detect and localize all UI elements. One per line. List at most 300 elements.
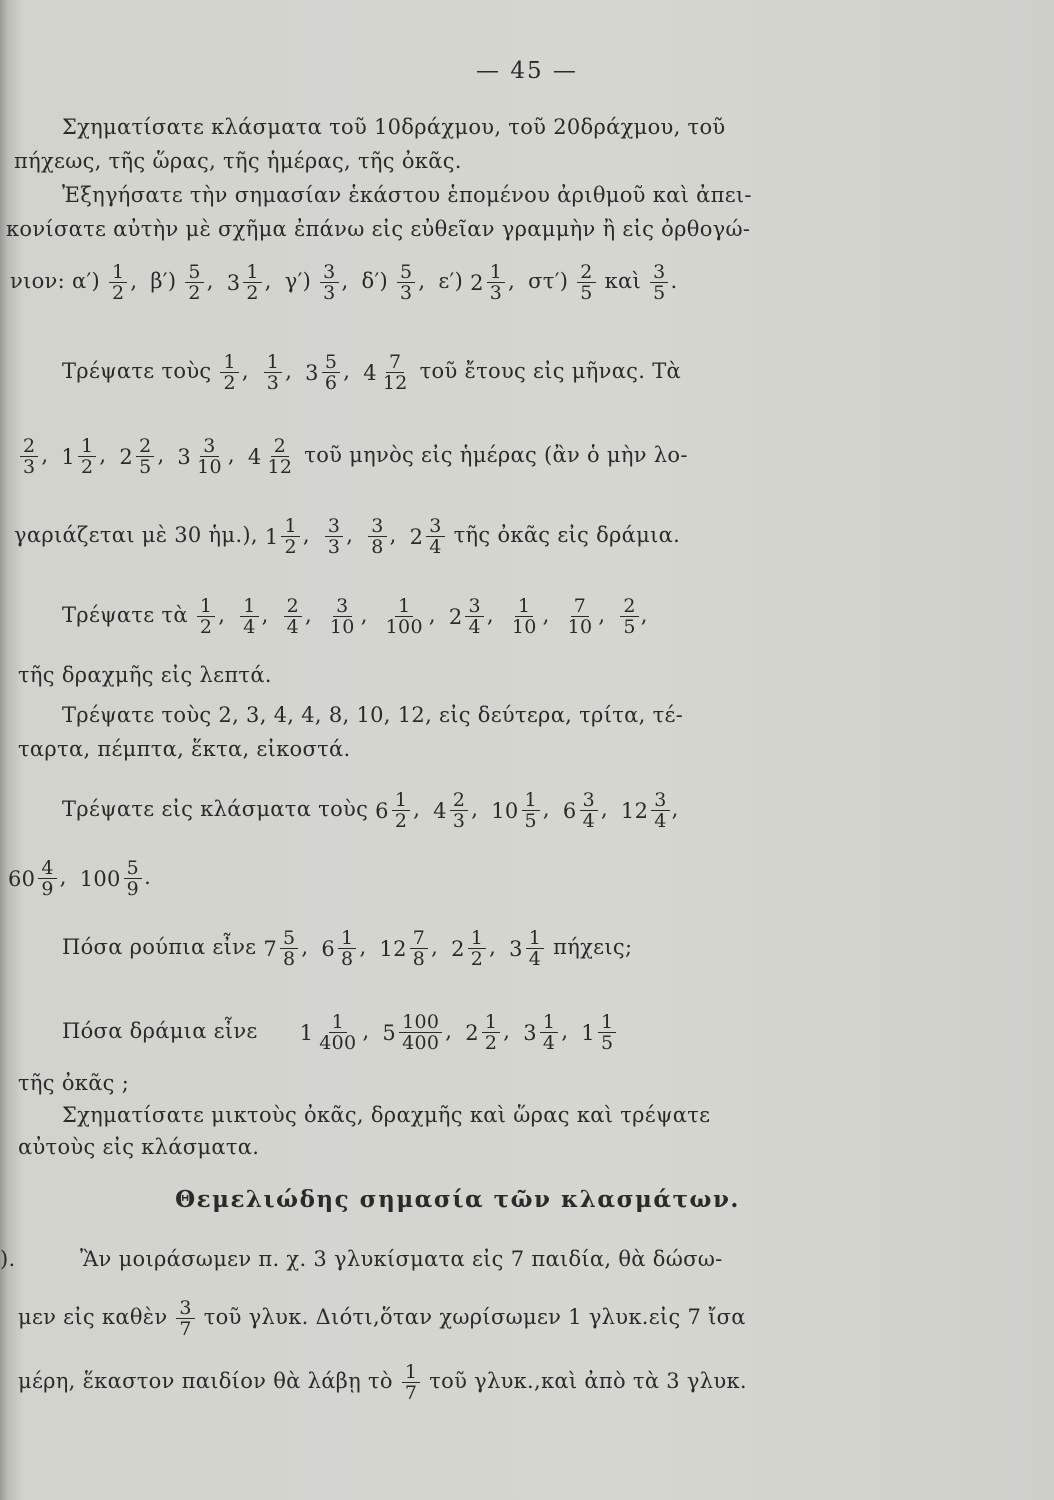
punctuation: ,: [503, 1019, 511, 1043]
section-title: Θεμελιώδης σημασία τῶν κλασμάτων.: [175, 1186, 740, 1213]
fraction-stack: [522, 790, 540, 831]
whole-part: 60: [8, 866, 36, 891]
numerator: 3: [426, 516, 444, 537]
fraction-line: [62, 1012, 618, 1053]
fraction-stack: [482, 1012, 500, 1053]
whole-part: 4: [363, 360, 377, 385]
text-line: Ἐξηγήσατε τὴν σημασίαν ἑκάστου ἑπομένου ἀριθμοῦ καὶ ἀπει-: [62, 183, 752, 207]
denominator: 3: [323, 282, 336, 304]
denominator: 5: [139, 456, 152, 478]
fraction: [195, 596, 217, 637]
fraction-line: [8, 858, 151, 899]
numerator: 7: [386, 352, 404, 373]
mixed-number: [248, 436, 297, 477]
mixed-number: [379, 928, 430, 969]
punctuation: ,: [130, 269, 138, 293]
whole-part: 2: [409, 524, 424, 549]
fraction-stack: [368, 516, 386, 557]
punctuation: ,: [418, 269, 426, 293]
denominator: 8: [283, 948, 296, 970]
denominator: 9: [126, 878, 140, 900]
denominator: 9: [41, 878, 54, 900]
numerator: 1: [338, 928, 356, 949]
fraction-stack: [410, 928, 428, 969]
punctuation: ,: [413, 797, 421, 821]
numerator: 1: [264, 352, 282, 373]
text-fragment: πήχεις;: [553, 935, 633, 959]
numerator: 1: [220, 352, 238, 373]
fraction-stack: [620, 596, 638, 637]
fraction-stack: [399, 1012, 442, 1053]
fraction-stack: [338, 928, 356, 969]
whole-part: 12: [379, 936, 407, 961]
fraction-stack: [468, 928, 486, 969]
item-label: α′): [71, 269, 101, 293]
fraction: [395, 262, 417, 303]
item-label: στ′): [528, 269, 569, 293]
punctuation: ,: [542, 797, 550, 821]
fraction-stack: [240, 596, 258, 637]
punctuation: ,: [542, 603, 550, 627]
text-fragment: τῆς ὀκᾶς εἰς δράμια.: [453, 523, 681, 547]
punctuation: ,: [428, 603, 436, 627]
denominator: 6: [324, 372, 338, 394]
fraction-stack: [526, 928, 544, 969]
numerator: 1: [109, 262, 127, 283]
text-line: Τρέψατε τοὺς 2, 3, 4, 4, 8, 10, 12, εἰς δεύτερα, τρίτα, τέ-: [62, 703, 684, 727]
denominator: 4: [468, 616, 481, 638]
fraction-stack: [316, 1012, 359, 1053]
punctuation: ,: [343, 359, 351, 383]
whole-part: 3: [509, 936, 523, 961]
fraction-stack: [194, 436, 225, 477]
text-line: Σχηματίσατε μικτοὺς ὀκᾶς, δραχμῆς καὶ ὥρας καὶ τρέψατε: [62, 1103, 711, 1127]
mixed-number: [581, 1012, 618, 1053]
denominator: 4: [542, 1032, 556, 1054]
fraction: [238, 596, 260, 637]
whole-part: 3: [305, 360, 319, 385]
mixed-number: [621, 790, 672, 831]
mixed-number: [470, 262, 507, 303]
punctuation: ,: [359, 935, 367, 959]
fraction: [648, 262, 670, 303]
fraction-stack: [651, 790, 669, 831]
punctuation: ,: [445, 1019, 453, 1043]
fraction-stack: [402, 1362, 420, 1403]
whole-part: 1: [264, 524, 279, 549]
fraction-stack: [380, 352, 411, 393]
mixed-number: [563, 790, 600, 831]
mixed-number: [177, 436, 226, 477]
denominator: 400: [402, 1032, 440, 1054]
denominator: 5: [623, 616, 636, 638]
whole-part: 2: [470, 270, 484, 295]
item-label: ε′): [438, 269, 464, 293]
text-line: Σχηματίσατε κλάσματα τοῦ 10δράχμου, τοῦ 20δράχμου, τοῦ: [62, 115, 726, 139]
fraction-stack: [220, 352, 238, 393]
punctuation: ,: [99, 443, 107, 467]
denominator: 4: [429, 536, 442, 558]
numerator: 1: [395, 596, 413, 617]
page-number: — 45 —: [476, 58, 578, 84]
denominator: 5: [653, 282, 666, 304]
whole-part: 2: [465, 1020, 479, 1045]
denominator: 3: [400, 282, 413, 304]
punctuation: ,: [671, 797, 679, 821]
whole-part: 4: [247, 444, 262, 469]
denominator: 10: [567, 616, 593, 638]
whole-part: 7: [263, 936, 278, 961]
numerator: 3: [650, 262, 668, 283]
whole-part: 5: [382, 1020, 397, 1045]
fraction-stack: [397, 262, 415, 303]
numerator: 1: [526, 928, 544, 949]
punctuation: ,: [346, 523, 354, 547]
fraction: [618, 596, 640, 637]
text-line: τῆς δραχμῆς εἰς λεπτά.: [18, 663, 272, 687]
fraction-stack: [577, 262, 595, 303]
numerator: 1: [402, 1362, 420, 1383]
numerator: 1: [392, 790, 410, 811]
punctuation: ,: [486, 603, 494, 627]
numerator: 3: [651, 790, 669, 811]
text-line: Ἂν μοιράσωμεν π. χ. 3 γλυκίσματα εἰς 7 παιδία, θὰ δώσω-: [80, 1247, 723, 1271]
fraction: [18, 436, 40, 477]
text-fragment: τοῦ ἔτους εἰς μῆνας. Τὰ: [419, 359, 681, 383]
punctuation: ,: [261, 603, 269, 627]
punctuation: ,: [489, 935, 497, 959]
fraction-stack: [320, 262, 338, 303]
punctuation: .: [144, 865, 152, 889]
denominator: 2: [394, 810, 408, 832]
mixed-number: [263, 928, 300, 969]
denominator: 7: [404, 1382, 418, 1404]
numerator: 7: [571, 596, 589, 617]
mixed-number: [305, 352, 342, 393]
mixed-number: [509, 928, 546, 969]
punctuation: ,: [360, 603, 368, 627]
numerator: 1: [487, 262, 505, 283]
text-fragment: Πόσα ρούπια εἶνε: [62, 935, 257, 959]
whole-part: 2: [119, 444, 134, 469]
mixed-number: [300, 1012, 362, 1053]
numerator: 5: [322, 352, 340, 373]
fraction-stack: [598, 1012, 616, 1053]
denominator: 4: [243, 616, 256, 638]
mixed-number: [61, 436, 98, 477]
fraction-stack: [185, 262, 203, 303]
denominator: 400: [319, 1032, 357, 1054]
whole-part: 3: [523, 1020, 537, 1045]
fraction-stack: [265, 436, 296, 477]
fraction-stack: [509, 596, 540, 637]
denominator: 100: [385, 616, 423, 638]
fraction: [381, 596, 428, 637]
fraction: [282, 596, 304, 637]
numerator: 1: [515, 596, 533, 617]
item-label: δ′): [361, 269, 389, 293]
punctuation: ,: [59, 865, 67, 889]
denominator: 2: [188, 282, 201, 304]
fraction-stack: [392, 790, 410, 831]
denominator: 3: [266, 372, 280, 394]
fraction-stack: [580, 790, 598, 831]
punctuation: ,: [206, 269, 214, 293]
fraction-stack: [197, 596, 215, 637]
denominator: 5: [580, 282, 593, 304]
punctuation: ,: [508, 269, 516, 293]
denominator: 2: [246, 282, 259, 304]
denominator: 3: [489, 282, 503, 304]
fraction-stack: [176, 1298, 194, 1339]
mixed-number: [321, 928, 358, 969]
fraction-stack: [465, 596, 483, 637]
mixed-number: [119, 436, 156, 477]
punctuation: ,: [341, 269, 349, 293]
fraction-line: [18, 436, 688, 477]
fraction-stack: [20, 436, 38, 477]
punctuation: ,: [362, 1019, 370, 1043]
numerator: 1: [482, 1012, 500, 1033]
punctuation: ,: [301, 935, 309, 959]
whole-part: 2: [451, 936, 465, 961]
denominator: 3: [327, 536, 341, 558]
punctuation: ,: [157, 443, 165, 467]
denominator: 4: [582, 810, 595, 832]
mixed-number: [227, 262, 264, 303]
denominator: 2: [81, 456, 94, 478]
fraction: [318, 262, 340, 303]
numerator: 5: [185, 262, 203, 283]
fraction: [218, 352, 240, 393]
whole-part: 10: [491, 798, 519, 823]
whole-part: 6: [562, 798, 577, 823]
denominator: 12: [382, 372, 408, 394]
mixed-number: [363, 352, 412, 393]
fraction-stack: [322, 352, 340, 393]
numerator: 3: [320, 262, 338, 283]
mixed-number: [80, 858, 144, 899]
fraction-stack: [284, 596, 302, 637]
numerator: 1: [240, 596, 258, 617]
punctuation: ,: [41, 443, 49, 467]
numerator: 3: [333, 596, 351, 617]
text-line: ταρτα, πέμπτα, ἕκτα, εἰκοστά.: [18, 737, 351, 761]
text-fragment: γαριάζεται μὲ 30 ἡμ.),: [14, 523, 258, 547]
numerator: 5: [397, 262, 415, 283]
denominator: 5: [600, 1032, 614, 1054]
denominator: 3: [23, 456, 36, 478]
numerator: 1: [540, 1012, 558, 1033]
fraction-stack: [327, 596, 358, 637]
denominator: 10: [329, 616, 355, 638]
fraction-line: [10, 262, 677, 303]
mixed-number: [491, 790, 542, 831]
mixed-number: [523, 1012, 560, 1053]
whole-part: 1: [61, 444, 76, 469]
fraction-line: [62, 352, 681, 393]
mixed-number: [410, 516, 447, 557]
punctuation: ,: [598, 603, 606, 627]
mixed-number: [449, 596, 486, 637]
denominator: 12: [267, 456, 293, 478]
whole-part: 1: [299, 1020, 314, 1045]
numerator: 100: [399, 1012, 442, 1033]
numerator: 1: [468, 928, 486, 949]
numerator: 2: [20, 436, 38, 457]
punctuation: ,: [431, 935, 439, 959]
numerator: 2: [136, 436, 154, 457]
mixed-number: [382, 1012, 444, 1053]
text-line: τῆς ὀκᾶς ;: [18, 1071, 130, 1095]
fraction: [323, 516, 345, 557]
fraction-stack: [243, 262, 261, 303]
punctuation: ,: [304, 603, 312, 627]
fraction: [400, 1362, 422, 1403]
whole-part: 1: [581, 1020, 595, 1045]
numerator: 3: [200, 436, 218, 457]
numerator: 5: [280, 928, 298, 949]
denominator: 2: [223, 372, 236, 394]
whole-part: 2: [448, 604, 463, 629]
punctuation: ,: [241, 359, 249, 383]
fraction-stack: [124, 858, 142, 899]
denominator: 5: [524, 810, 537, 832]
mixed-number: [375, 790, 412, 831]
whole-part: 3: [226, 270, 241, 295]
numerator: 1: [281, 516, 299, 537]
fraction-stack: [487, 262, 505, 303]
denominator: 7: [179, 1318, 192, 1340]
denominator: 8: [371, 536, 384, 558]
punctuation: ,: [227, 443, 235, 467]
item-label: γ′): [284, 269, 312, 293]
denominator: 4: [286, 616, 299, 638]
text-fragment: Τρέψατε τοὺς: [62, 359, 212, 383]
numerator: 7: [410, 928, 428, 949]
denominator: 2: [284, 536, 297, 558]
fraction-stack: [280, 928, 298, 969]
fraction: [183, 262, 205, 303]
numerator: 1: [329, 1012, 347, 1033]
numerator: 1: [197, 596, 215, 617]
fraction-stack: [264, 352, 282, 393]
text-fragment: καὶ: [604, 269, 642, 293]
fraction-stack: [650, 262, 668, 303]
fraction-stack: [383, 596, 426, 637]
mixed-number: [451, 928, 488, 969]
denominator: 2: [199, 616, 213, 638]
denominator: 3: [452, 810, 466, 832]
denominator: 10: [197, 456, 222, 478]
numerator: 1: [78, 436, 96, 457]
fraction-stack: [136, 436, 154, 477]
fraction-stack: [426, 516, 444, 557]
numerator: 4: [38, 858, 56, 879]
fraction: [575, 262, 597, 303]
whole-part: 6: [375, 798, 389, 823]
text-line: κονίσατε αὐτὴν μὲ σχῆμα ἐπάνω εἰς εὐθεῖαν γραμμὴν ἢ εἰς ὀρθογώ-: [6, 217, 751, 241]
fraction-stack: [325, 516, 343, 557]
denominator: 2: [484, 1032, 498, 1054]
denominator: 8: [412, 948, 426, 970]
punctuation: ,: [218, 603, 226, 627]
numerator: 3: [325, 516, 343, 537]
fraction: [262, 352, 284, 393]
fraction: [366, 516, 388, 557]
mixed-number: [465, 1012, 502, 1053]
punctuation: ,: [600, 797, 608, 821]
fraction-line: [62, 928, 632, 969]
denominator: 2: [470, 948, 484, 970]
denominator: 4: [654, 810, 667, 832]
numerator: 1: [598, 1012, 616, 1033]
text-fragment: τοῦ γλυκ.,καὶ ἀπὸ τὰ 3 γλυκ.: [429, 1369, 747, 1393]
fraction: [563, 596, 598, 637]
fraction-stack: [565, 596, 596, 637]
denominator: 10: [511, 616, 537, 638]
fraction-stack: [38, 858, 56, 899]
punctuation: ,: [640, 603, 648, 627]
denominator: 8: [341, 948, 354, 970]
numerator: 3: [465, 596, 483, 617]
fraction-stack: [109, 262, 127, 303]
item-label: β′): [150, 269, 177, 293]
fraction-line: [18, 1362, 747, 1403]
fraction-stack: [78, 436, 96, 477]
numerator: 2: [577, 262, 595, 283]
fraction-line: [14, 516, 680, 557]
punctuation: ,: [285, 359, 293, 383]
numerator: 2: [450, 790, 468, 811]
numerator: 5: [124, 858, 142, 879]
fraction: [174, 1298, 196, 1339]
numerator: 2: [271, 436, 289, 457]
text-line: αὐτοὺς εἰς κλάσματα.: [18, 1135, 260, 1159]
numerator: 1: [243, 262, 261, 283]
fraction: [325, 596, 360, 637]
fraction-line: [62, 596, 648, 637]
whole-part: 100: [79, 866, 121, 891]
text-line: πήχεως, τῆς ὥρας, τῆς ἡμέρας, τῆς ὀκᾶς.: [14, 149, 462, 173]
fraction-stack: [540, 1012, 558, 1053]
punctuation: ,: [389, 523, 397, 547]
fraction-line: [18, 1298, 746, 1339]
text-fragment: μέρη, ἕκαστον παιδίον θὰ λάβῃ τὸ: [18, 1369, 393, 1393]
numerator: 3: [368, 516, 386, 537]
mixed-number: [8, 858, 59, 899]
numerator: 2: [284, 596, 302, 617]
whole-part: 3: [177, 444, 192, 469]
whole-part: 12: [620, 798, 649, 823]
punctuation: ,: [302, 523, 310, 547]
mixed-number: [433, 790, 470, 831]
punctuation: ,: [471, 797, 479, 821]
text-fragment: νιον:: [10, 269, 65, 293]
numerator: 1: [522, 790, 540, 811]
numerator: 3: [176, 1298, 194, 1319]
punctuation: ,: [264, 269, 272, 293]
fraction-line: [62, 790, 679, 831]
denominator: 4: [528, 948, 542, 970]
punctuation: .: [670, 269, 678, 293]
numerator: 3: [580, 790, 598, 811]
punctuation: ,: [561, 1019, 569, 1043]
numerator: 2: [620, 596, 638, 617]
fraction-stack: [281, 516, 299, 557]
denominator: 2: [112, 282, 125, 304]
fraction: [507, 596, 542, 637]
